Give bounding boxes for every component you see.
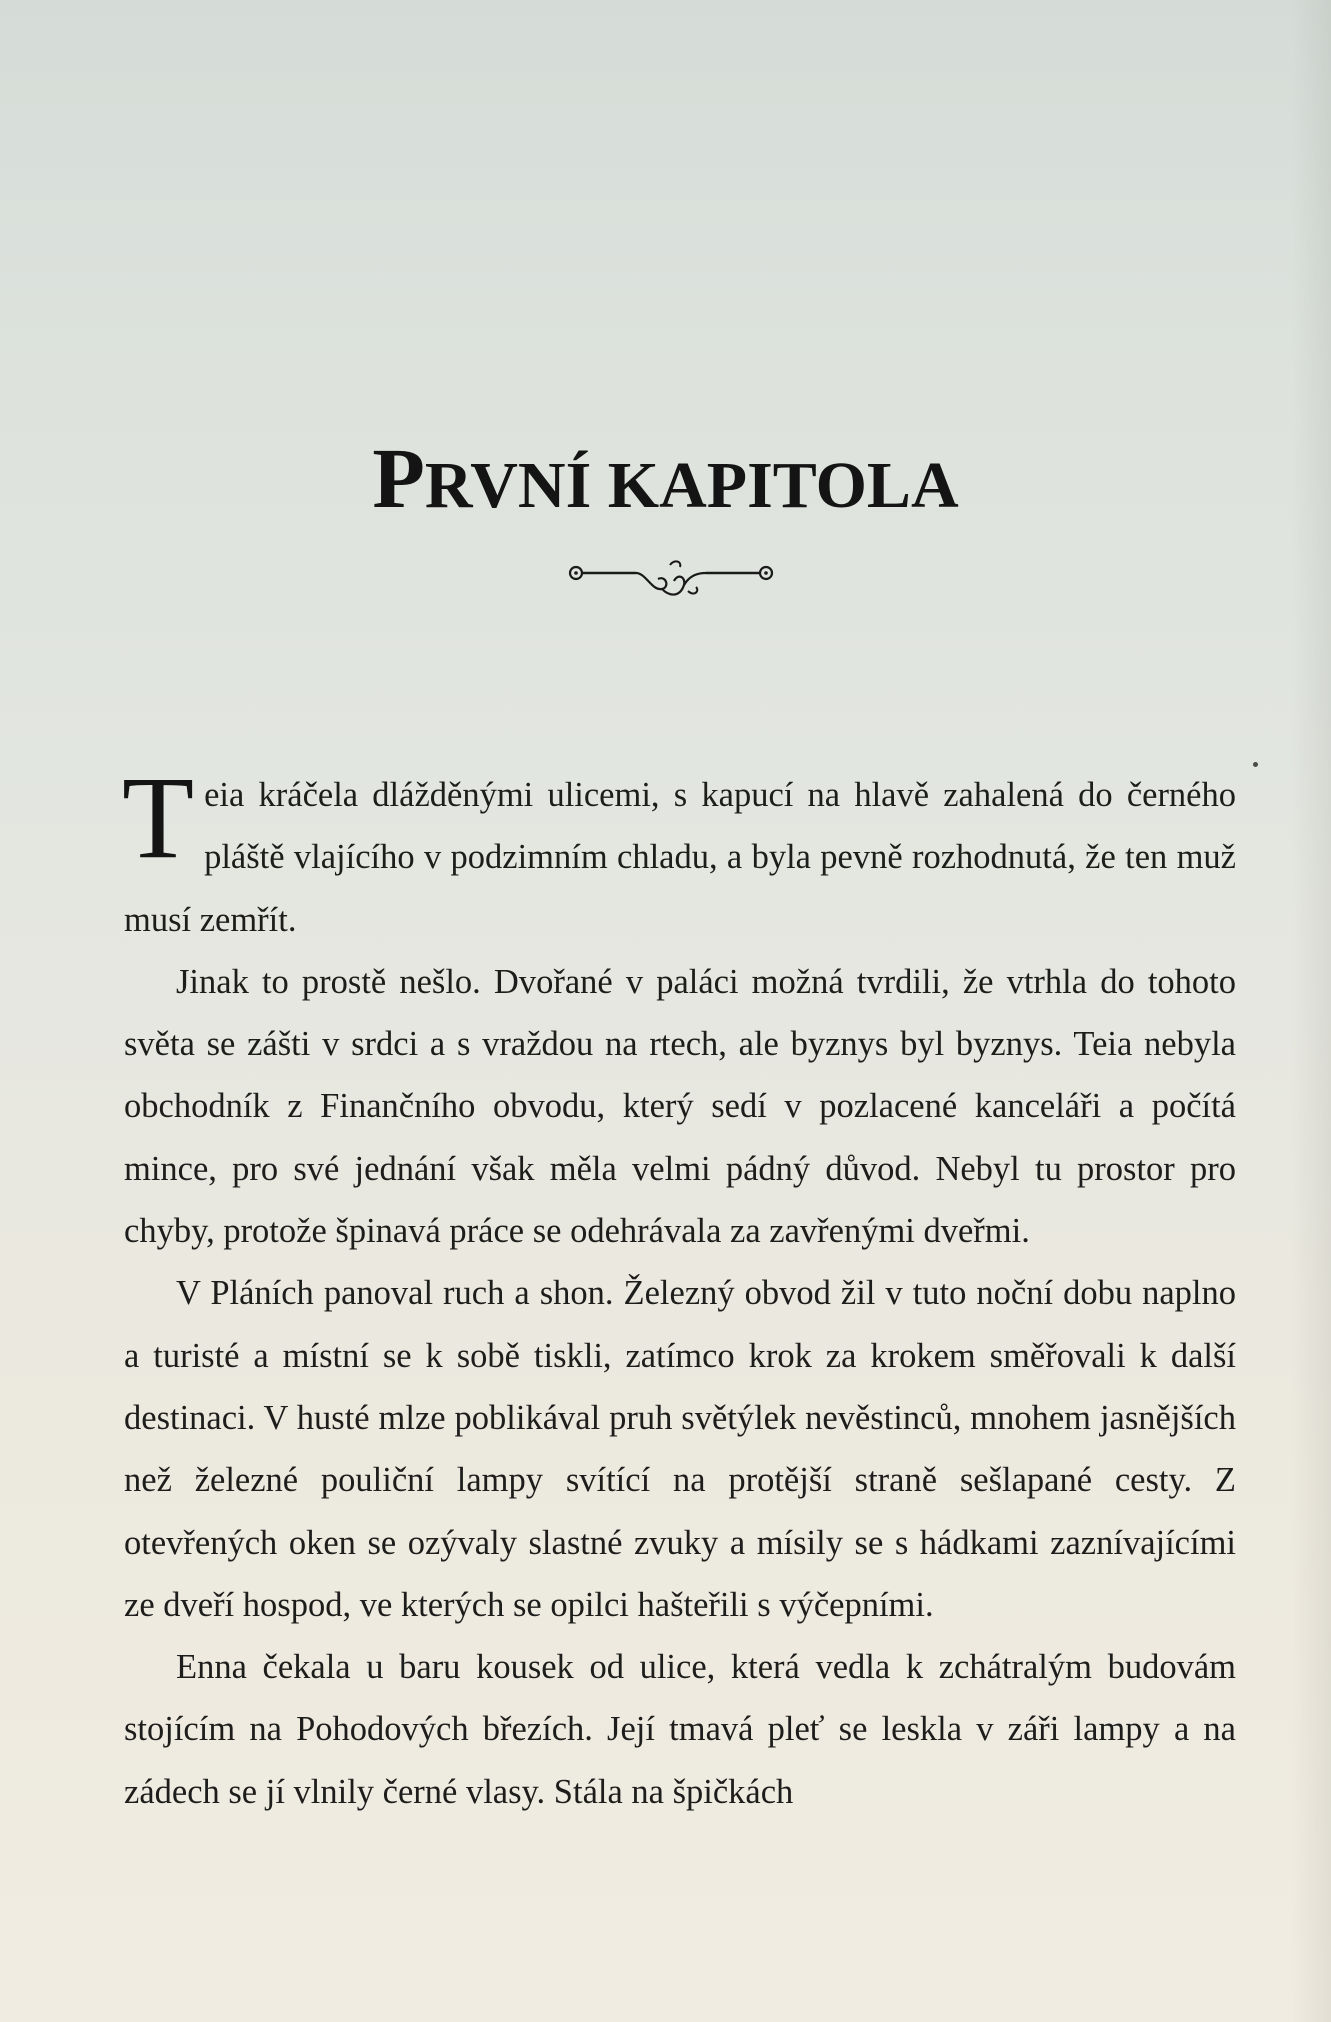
paper-speck [1253,762,1258,767]
decorative-flourish-icon [566,555,776,605]
paragraph: Enna čekala u baru kousek od ulice, která vedla k zchátralým budovám stojícím na Pohodových březích. Její tmavá pleť se leskla v záři lampy a na zádech se jí vlnily černé vlasy. Stála na špičkách [124,1648,1236,1811]
paragraph: Jinak to prostě nešlo. Dvořané v paláci možná tvrdili, že vtrhla do tohoto světa se zášti v srdci a s vraždou na rtech, ale byznys byl byznys. Teia nebyla obchodník z Finančního obvodu, který sedí v pozlacené kanceláři a počítá mince, pro své jednání však měla velmi pádný důvod. Nebyl tu prostor pro chyby, protože špinavá práce se odehrávala za zavřenými dveřmi. [124,962,1236,1251]
chapter-title-initial: P [372,430,425,526]
chapter-body-text [122,752,1236,1823]
paragraph-text: eia kráčela dlážděnými ulicemi, s kapucí na hlavě zahalená do černého pláště vlajícího v podzimním chladu, a byla pevně rozhodnutá, že ten muž musí zemřít. [124,776,1236,939]
paragraph: V Pláních panoval ruch a shon. Železný obvod žil v tuto noční dobu naplno a turisté a místní se k sobě tiskli, zatímco krok za krokem směřovali k další destinaci. V husté mlze poblikával pruh světýlek nevěstinců, mnohem jasnějších než železné pouliční lampy svítící na protější straně sešlapané cesty. Z otevřených oken se ozývaly slastné zvuky a mísily se s hádkami zaznívajícími ze dveří hospod, ve kterých se opilci hašteřili s výčepními. [124,1274,1236,1624]
dropcap-letter: T [122,752,195,883]
paragraph [122,752,1236,951]
chapter-title [0,428,1331,528]
chapter-title-rest: RVNÍ KAPITOLA [424,449,959,522]
page-edge-shadow [1291,0,1331,2022]
